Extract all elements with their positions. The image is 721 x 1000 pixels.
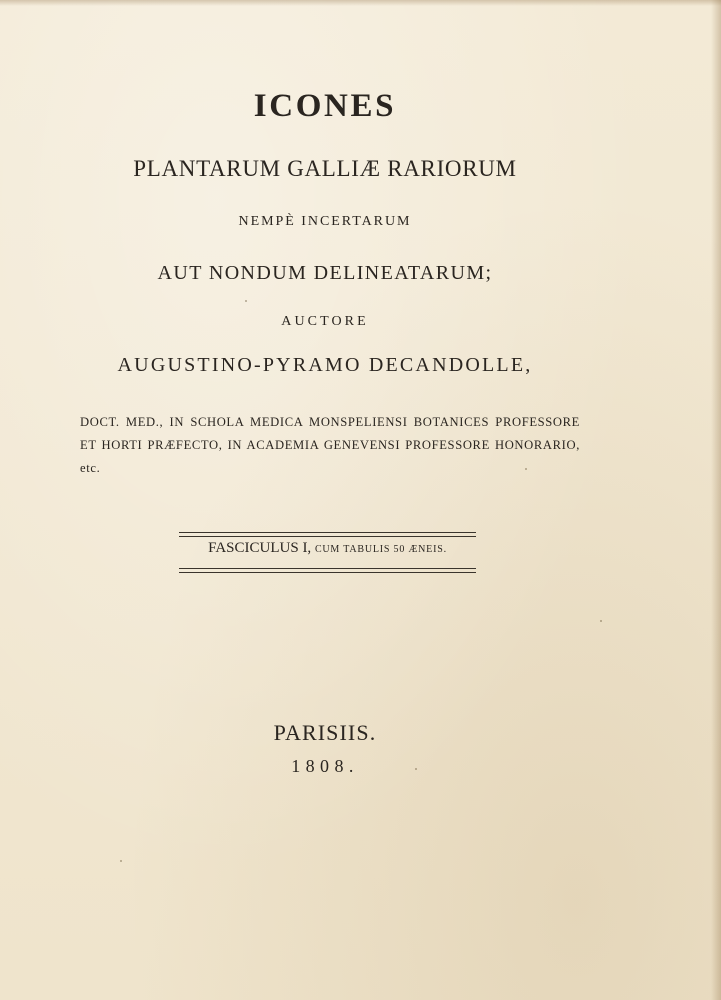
- auctore-label: AUCTORE: [281, 314, 369, 329]
- paper-speck: [415, 768, 417, 770]
- subtitle-line-1: PLANTARUM GALLIÆ RARIORUM: [133, 156, 517, 181]
- subtitle-line-2: NEMPÈ INCERTARUM: [238, 214, 412, 229]
- subtitle-line-3: AUT NONDUM DELINEATARUM;: [157, 262, 493, 284]
- paper-speck: [245, 300, 247, 302]
- paper-speck: [120, 860, 122, 862]
- paper-speck: [525, 468, 527, 470]
- page-edge-shadow-right: [711, 0, 721, 1000]
- fascicle-rule-top: [179, 532, 476, 537]
- fascicle-number: FASCICULUS I,: [208, 540, 312, 556]
- author-name: AUGUSTINO-PYRAMO DECANDOLLE,: [117, 354, 533, 376]
- fascicle-plates: CUM TABULIS 50 ÆNEIS.: [314, 544, 447, 555]
- fascicle-block: [179, 532, 476, 574]
- publication-year: 1808.: [291, 756, 359, 776]
- fascicle-line: [179, 540, 476, 557]
- publication-place: PARISIIS.: [273, 720, 377, 745]
- page-edge-shadow-top: [0, 0, 721, 6]
- fascicle-rule-bottom: [179, 568, 476, 573]
- author-credentials: DOCT. MED., IN SCHOLA MEDICA MONSPELIENSI BOTANICES PROFESSORE ET HORTI PRÆFECTO, IN ACADEMIA GENEVENSI PROFESSORE HONORARIO, etc.: [80, 415, 580, 475]
- book-title: ICONES: [253, 88, 397, 124]
- paper-speck: [600, 620, 602, 622]
